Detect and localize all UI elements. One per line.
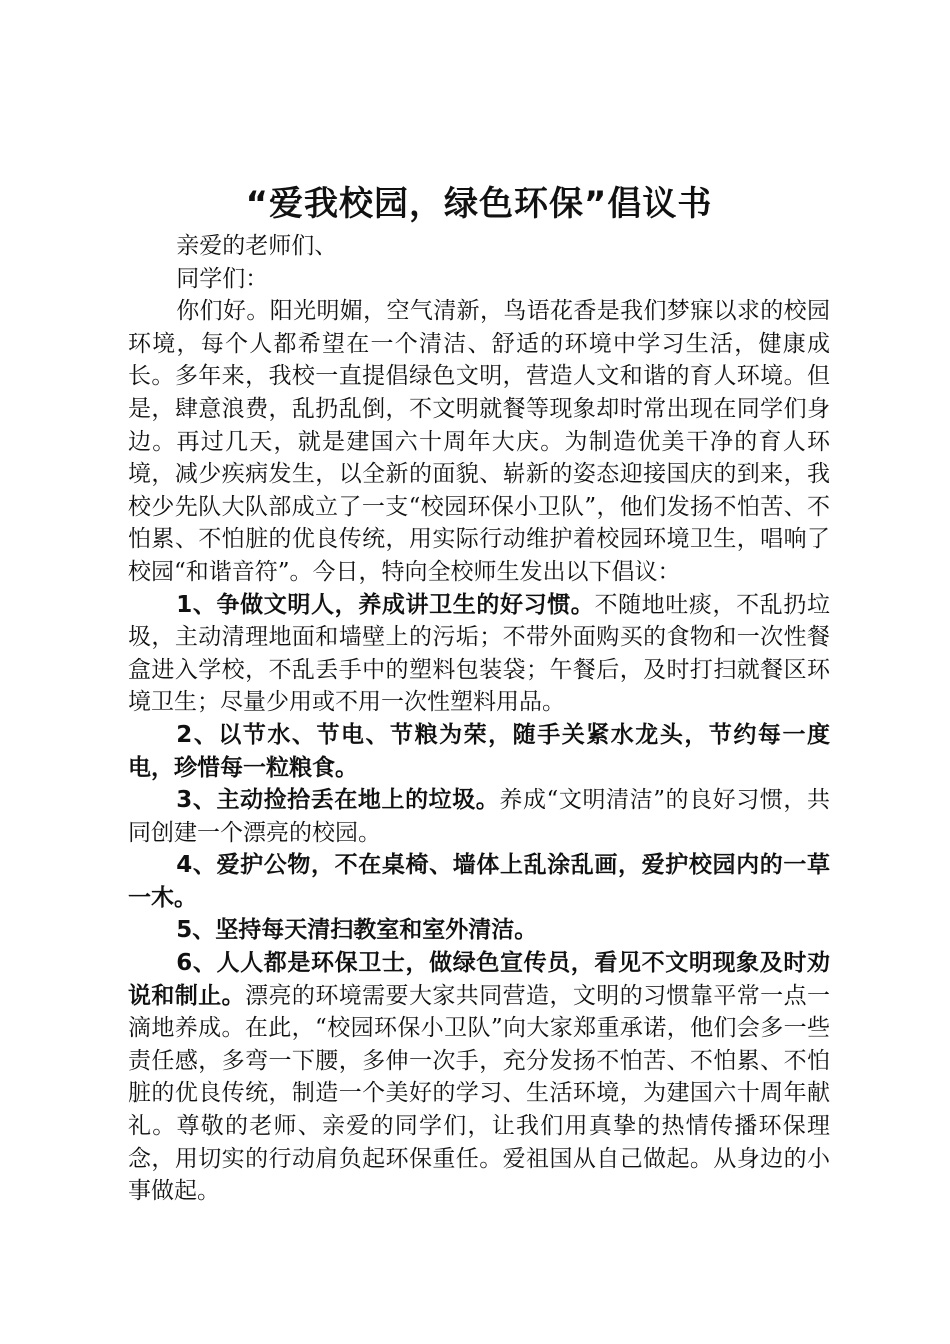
proposal-item-1: [128, 589, 830, 719]
proposal-item-5: [128, 914, 830, 947]
salutation-line-1: 亲爱的老师们、: [176, 233, 338, 259]
proposal-item-6-body: 漂亮的环境需要大家共同营造，文明的习惯靠平常一点一滴地养成。在此，“校园环保小卫队”向大家郑重承诺，他们会多一些责任感，多弯一下腰，多伸一次手，充分发扬不怕苦、不怕累、不怕脏的优良传统，制造一个美好的学习、生活环境，为建国六十周年献礼。尊敬的老师、亲爱的同学们，让我们用真挚的热情传播环保理念，用切实的行动肩负起环保重任。爱祖国从自己做起。从身边的小事做起。: [128, 982, 831, 1205]
salutation-line-2: 同学们：: [176, 265, 269, 292]
proposal-item-1-body: 不随地吐痰，不乱扔垃圾，主动清理地面和墙壁上的污垢；不带外面购买的食物和一次性餐盒进入学校，不乱丢手中的塑料包装袋；午餐后，及时打扫就餐区环境卫生；尽量少用或不用一次性塑料用品。: [128, 591, 831, 716]
proposal-item-4-heading: 4、爱护公物，不在桌椅、墙体上乱涂乱画，爱护校园内的一草一木。: [128, 852, 830, 911]
proposal-item-3: [128, 784, 830, 849]
document-page: [128, 180, 830, 1208]
proposal-item-2: [128, 719, 830, 784]
document-title: “爱我校园，绿色环保”倡议书: [245, 184, 713, 224]
proposal-item-3-heading: 3、主动捡拾丢在地上的垃圾。: [176, 787, 500, 814]
proposal-item-4: [128, 849, 830, 914]
proposal-item-2-heading: 2、以节水、节电、节粮为荣，随手关紧水龙头，节约每一度电，珍惜每一粒粮食。: [128, 721, 830, 781]
proposal-item-5-heading: 5、坚持每天清扫教室和室外清洁。: [176, 917, 538, 944]
proposal-item-3-body: 养成“文明清洁”的良好习惯，共同创建一个漂亮的校园。: [128, 787, 830, 846]
proposal-item-1-heading: 1、争做文明人，养成讲卫生的好习惯。: [176, 591, 595, 618]
intro-paragraph: 你们好。阳光明媚，空气清新，鸟语花香是我们梦寐以求的校园环境，每个人都希望在一个清洁、舒适的环境中学习生活，健康成长。多年来，我校一直提倡绿色文明，营造人文和谐的育人环境。但是，肆意浪费，乱扔乱倒，不文明就餐等现象却时常出现在同学们身边。再过几天，就是建国六十周年大庆。为制造优美干净的育人环境，减少疾病发生，以全新的面貌、崭新的姿态迎接国庆的到来，我校少先队大队部成立了一支“校园环保小卫队”，他们发扬不怕苦、不怕累、不怕脏的优良传统，用实际行动维护着校园环境卫生，唱响了校园“和谐音符”。今日，特向全校师生发出以下倡议：: [128, 298, 830, 585]
proposal-item-6: [128, 947, 830, 1208]
proposal-item-6-heading: 6、人人都是环保卫士，做绿色宣传员，看见不文明现象及时劝说和制止。: [128, 950, 830, 1009]
